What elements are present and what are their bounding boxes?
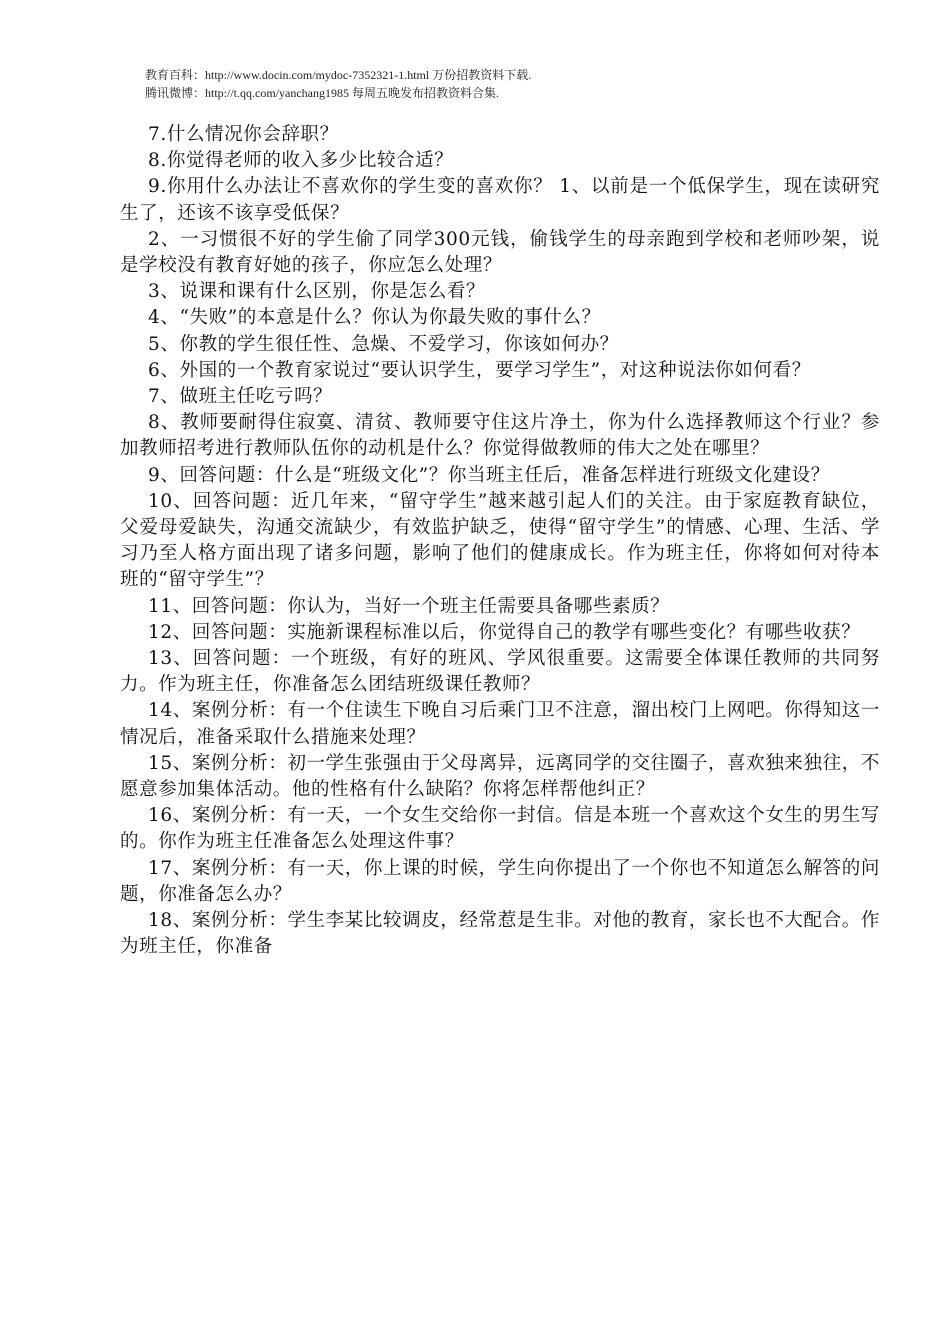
question-paragraph: 8、教师要耐得住寂寞、清贫、教师要守住这片净土，你为什么选择教师这个行业？参加教师招考进行教师队伍你的动机是什么？你觉得做教师的伟大之处在哪里？ [120,412,880,460]
question-paragraph: 3、说课和课有什么区别，你是怎么看？ [148,281,486,303]
question-paragraph: 10、回答问题：近几年来，“留守学生”越来越引起人们的关注。由于家庭教育缺位，父爱母爱缺失，沟通交流缺少，有效监护缺乏，使得“留守学生”的情感、心理、生活、学习乃至人格方面出现了诸多问题，影响了他们的健康成长。作为班主任，你将如何对待本班的“留守学生”？ [120,490,880,591]
question-paragraph: 6、外国的一个教育家说过“要认识学生，要学习学生”，对这种说法你如何看？ [148,359,811,381]
question-paragraph: 8.你觉得老师的收入多少比较合适？ [148,150,454,172]
page-header [145,66,865,102]
question-paragraph: 18、案例分析：学生李某比较调皮，经常惹是生非。对他的教育，家长也不大配合。作为班主任，你准备 [120,910,880,958]
header-line-weibo: 腾讯微博：http://t.qq.com/yanchang1985 每周五晚发布招教资料合集. [145,86,499,100]
question-paragraph: 7、做班主任吃亏吗？ [148,386,333,408]
question-list [120,122,880,961]
question-paragraph: 17、案例分析：有一天，你上课的时候，学生向你提出了一个你也不知道怎么解答的问题，你准备怎么办？ [120,857,880,905]
question-paragraph: 5、你教的学生很任性、急燥、不爱学习，你该如何办？ [148,333,619,355]
question-paragraph: 9、回答问题：什么是“班级文化”？你当班主任后，准备怎样进行班级文化建设？ [148,464,830,486]
question-paragraph: 13、回答问题：一个班级，有好的班风、学风很重要。这需要全体课任教师的共同努力。作为班主任，你准备怎么团结班级课任教师？ [120,648,880,696]
question-paragraph: 7.什么情况你会辞职？ [148,124,339,145]
header-line-docin: 教育百科：http://www.docin.com/mydoc-7352321-1.html 万份招教资料下载. [145,68,532,82]
question-paragraph: 14、案例分析：有一个住读生下晚自习后乘门卫不注意，溜出校门上网吧。你得知这一情况后，准备采取什么措施来处理？ [120,700,880,748]
question-paragraph: 9.你用什么办法让不喜欢你的学生变的喜欢你？ 1、以前是一个低保学生，现在读研究生了，还该不该享受低保？ [120,176,880,224]
question-paragraph: 15、案例分析：初一学生张强由于父母离异，远离同学的交往圈子，喜欢独来独往，不愿意参加集体活动。他的性格有什么缺陷？你将怎样帮他纠正？ [120,752,880,801]
question-paragraph: 2、一习惯很不好的学生偷了同学300元钱，偷钱学生的母亲跑到学校和老师吵架，说是学校没有教育好她的孩子，你应怎么处理？ [120,228,880,277]
question-paragraph: 11、回答问题：你认为，当好一个班主任需要具备哪些素质？ [148,595,670,617]
question-paragraph: 4、“失败”的本意是什么？你认为你最失败的事什么？ [148,307,601,329]
question-paragraph: 16、案例分析：有一天，一个女生交给你一封信。信是本班一个喜欢这个女生的男生写的。你作为班主任准备怎么处理这件事？ [120,805,880,853]
question-paragraph: 12、回答问题：实施新课程标准以后，你觉得自己的教学有哪些变化？有哪些收获？ [148,621,861,643]
